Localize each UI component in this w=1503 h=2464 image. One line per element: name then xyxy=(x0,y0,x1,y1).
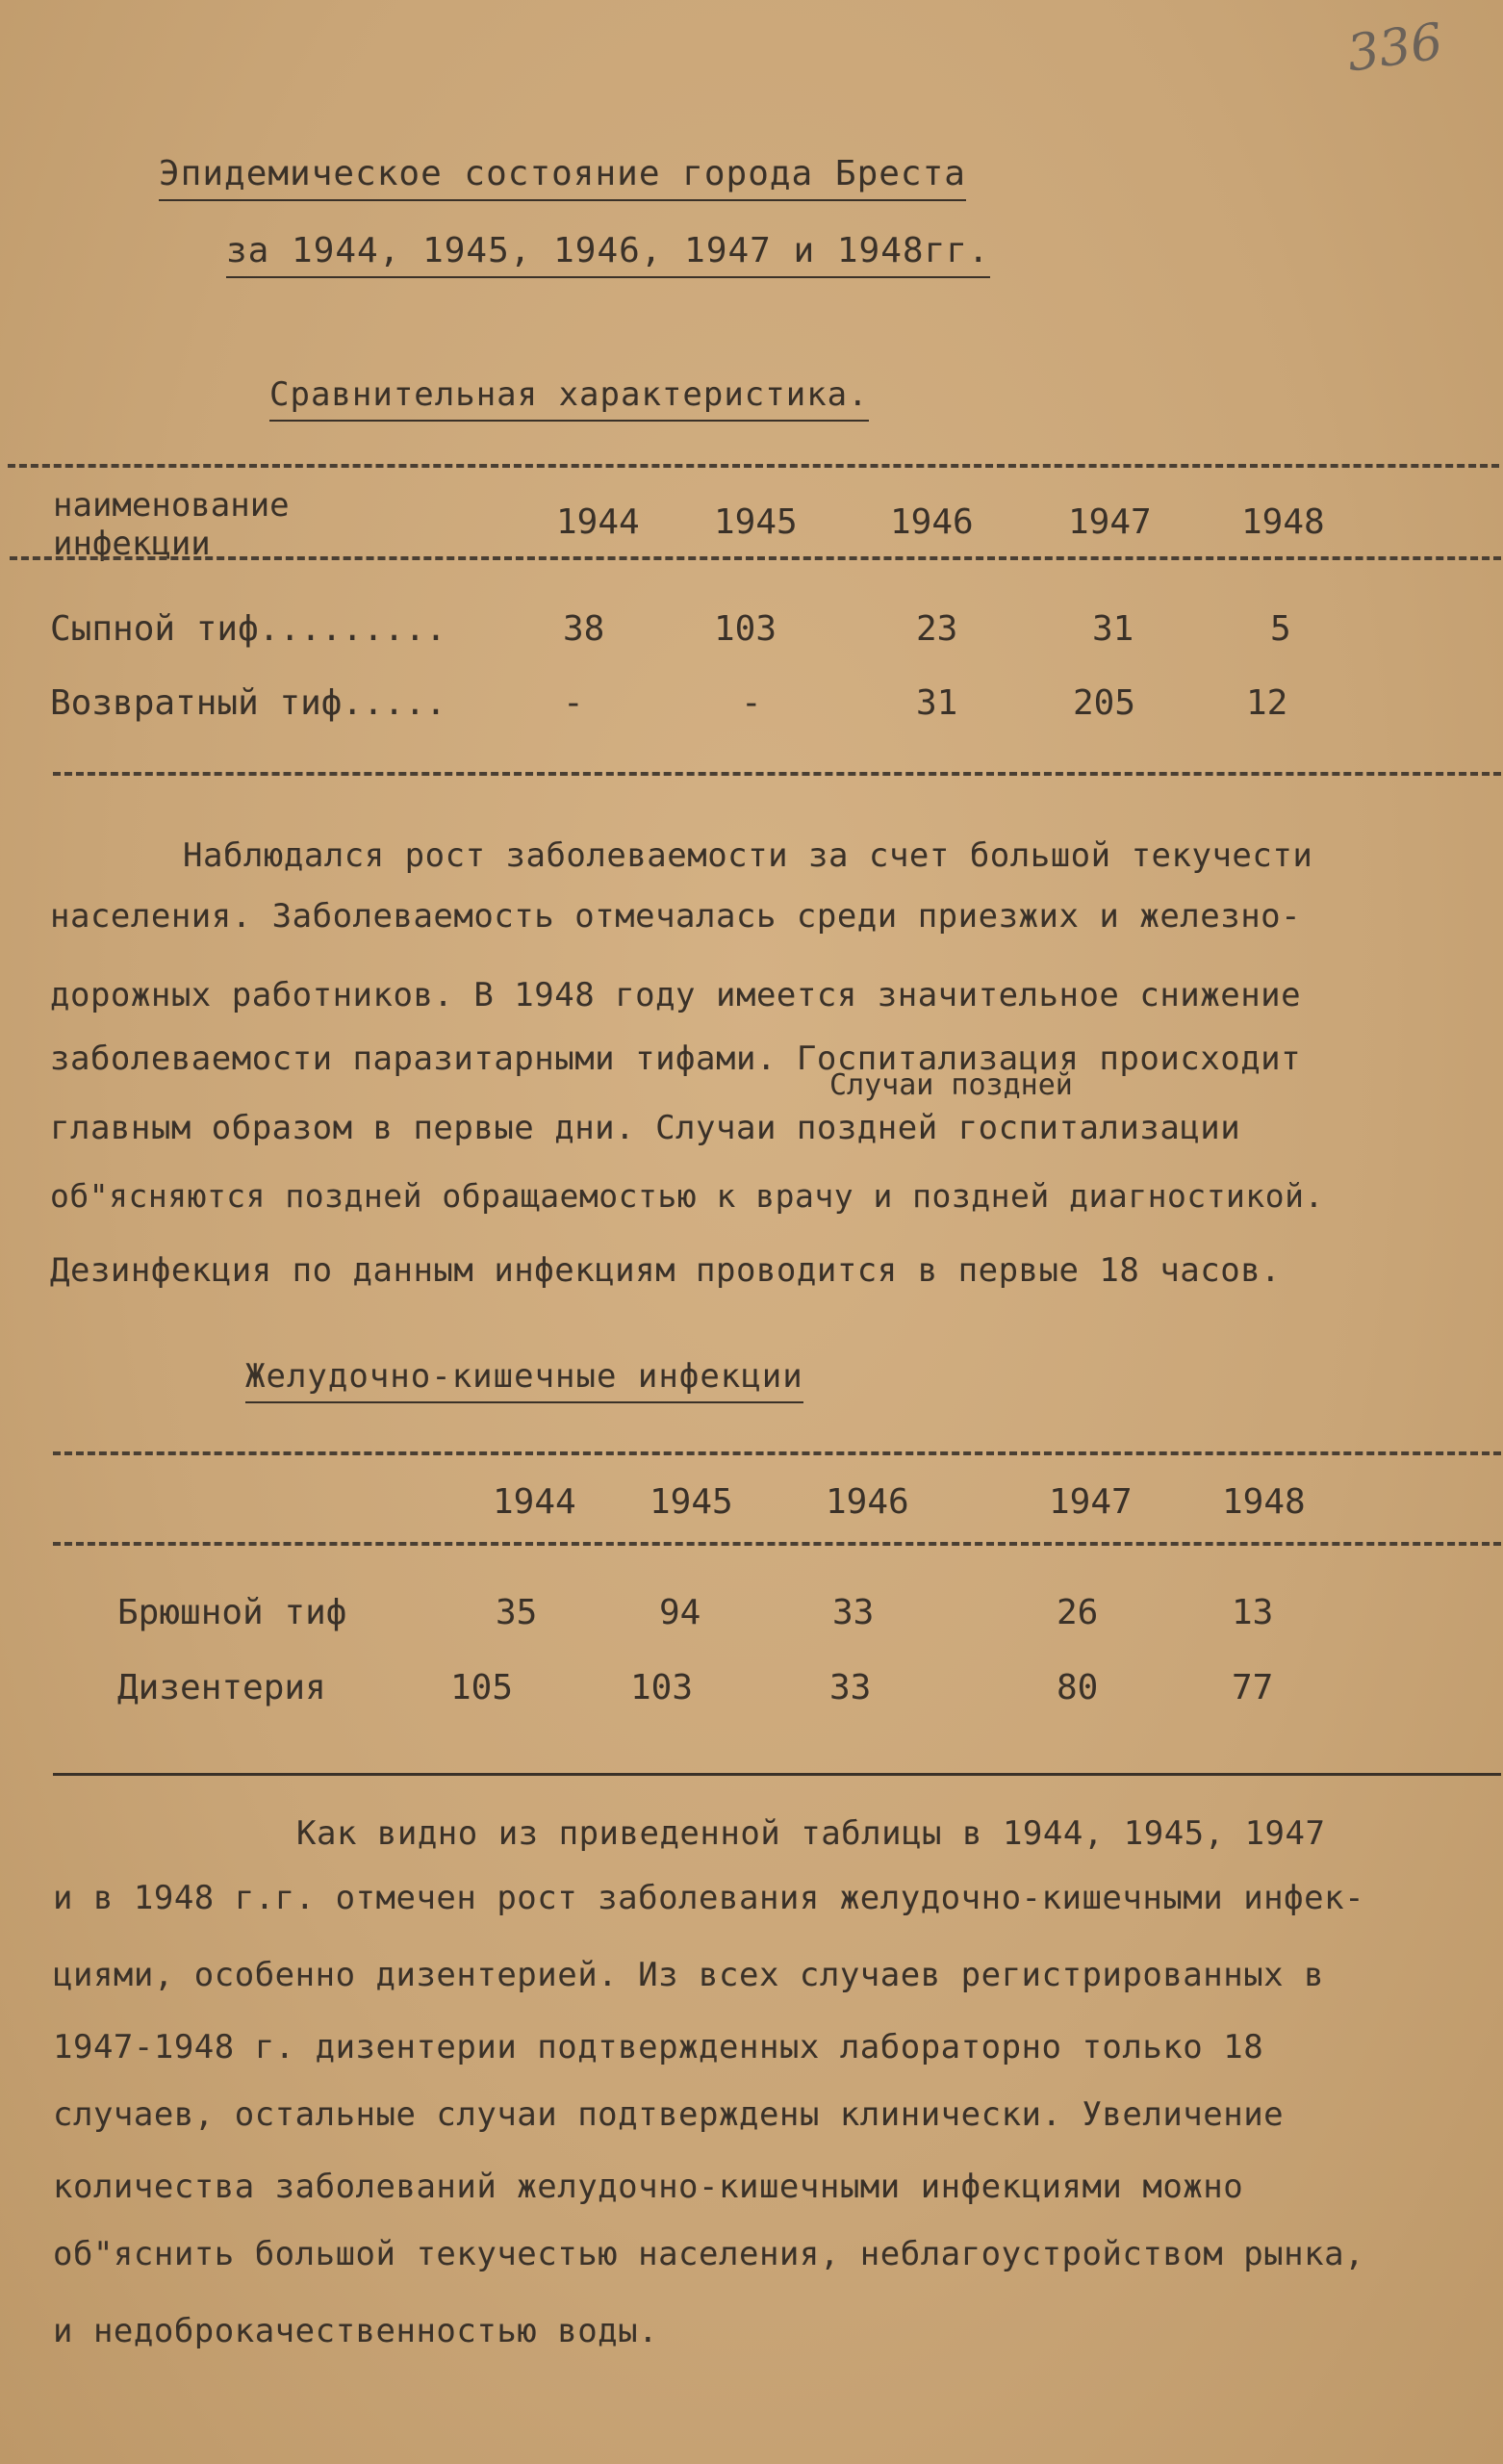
table2-year-1946: 1946 xyxy=(826,1482,909,1522)
para1-line-3: дорожных работников. В 1948 году имеется значительное снижение xyxy=(50,976,1302,1014)
table1-bottom-rule xyxy=(53,772,1501,776)
table1-header-label-1: наименование xyxy=(53,486,290,525)
section1-heading: Сравнительная характеристика. xyxy=(269,375,869,414)
table2-row2-v1944: 105 xyxy=(450,1668,514,1707)
para2-line-8: и недоброкачественностью воды. xyxy=(53,2312,659,2350)
para1-line-4: заболеваемости паразитарными тифами. Госпитализация происходит xyxy=(50,1040,1302,1078)
para1-line-7: Дезинфекция по данным инфекциям проводится в первые 18 часов. xyxy=(50,1251,1282,1290)
table1-row2-v1947: 205 xyxy=(1073,683,1136,723)
table2-bottom-rule xyxy=(53,1773,1501,1776)
table1-row2-v1945: - xyxy=(741,683,762,723)
table1-header-label-2: инфекции xyxy=(53,525,211,563)
table1-row1-name: Сыпной тиф......... xyxy=(50,609,446,649)
table2-row1-name: Брюшной тиф xyxy=(117,1593,347,1632)
table2-header-rule xyxy=(53,1542,1501,1546)
table1-row2-v1948: 12 xyxy=(1246,683,1288,723)
table1-year-1944: 1944 xyxy=(556,502,640,542)
section2-heading: Желудочно-кишечные инфекции xyxy=(245,1357,803,1396)
table2-row1-v1947: 26 xyxy=(1057,1593,1099,1632)
table2-year-1948: 1948 xyxy=(1222,1482,1306,1522)
para2-line-5: случаев, остальные случаи подтверждены клинически. Увеличение xyxy=(53,2095,1285,2134)
table1-row1-v1948: 5 xyxy=(1270,609,1291,649)
para1-line-1: Наблюдался рост заболеваемости за счет большой текучести xyxy=(183,836,1313,875)
page-number: 336 xyxy=(1343,13,1446,84)
para1-line-5: главным образом в первые дни. Случаи поздней госпитализации xyxy=(50,1109,1241,1147)
table2-row2-v1948: 77 xyxy=(1232,1668,1274,1707)
table1-row2-name: Возвратный тиф..... xyxy=(50,683,446,723)
table1-row2-v1946: 31 xyxy=(916,683,958,723)
table2-year-1947: 1947 xyxy=(1049,1482,1133,1522)
table2-top-rule xyxy=(53,1451,1501,1455)
table1-row1-v1944: 38 xyxy=(563,609,605,649)
table1-row1-v1946: 23 xyxy=(916,609,958,649)
table2-row1-v1948: 13 xyxy=(1232,1593,1274,1632)
table1-top-rule xyxy=(8,464,1499,468)
title-line-2: за 1944, 1945, 1946, 1947 и 1948гг. xyxy=(226,231,990,270)
table1-row2-v1944: - xyxy=(563,683,584,723)
para2-line-3: циями, особенно дизентерией. Из всех случаев регистрированных в xyxy=(53,1956,1325,1994)
table2-row2-v1945: 103 xyxy=(630,1668,694,1707)
table1-year-1947: 1947 xyxy=(1068,502,1152,542)
table2-year-1944: 1944 xyxy=(493,1482,576,1522)
interlinear-note: Случаи поздней xyxy=(829,1068,1073,1102)
table1-row1-v1945: 103 xyxy=(714,609,777,649)
para2-line-1: Как видно из приведенной таблицы в 1944, 1945, 1947 xyxy=(296,1814,1326,1853)
table1-header-rule xyxy=(10,556,1501,560)
para2-line-4: 1947-1948 г. дизентерии подтвержденных лабораторно только 18 xyxy=(53,2028,1264,2066)
title-line-1: Эпидемическое состояние города Бреста xyxy=(159,154,966,193)
table1-year-1948: 1948 xyxy=(1241,502,1325,542)
para2-line-7: об"яснить большой текучестью населения, неблагоустройством рынка, xyxy=(53,2235,1365,2273)
para2-line-6: количества заболеваний желудочно-кишечными инфекциями можно xyxy=(53,2168,1244,2206)
table2-year-1945: 1945 xyxy=(650,1482,733,1522)
para1-line-2: населения. Заболеваемость отмечалась среди приезжих и железно- xyxy=(50,897,1302,936)
table2-row1-v1946: 33 xyxy=(832,1593,875,1632)
table2-row2-name: Дизентерия xyxy=(117,1668,326,1707)
para2-line-2: и в 1948 г.г. отмечен рост заболевания желудочно-кишечными инфек- xyxy=(53,1879,1365,1917)
table1-row1-v1947: 31 xyxy=(1092,609,1134,649)
table2-row2-v1947: 80 xyxy=(1057,1668,1099,1707)
table1-year-1945: 1945 xyxy=(714,502,798,542)
para1-line-6: об"ясняются поздней обращаемостью к врачу и поздней диагностикой. xyxy=(50,1177,1324,1215)
table2-row1-v1944: 35 xyxy=(496,1593,538,1632)
table2-row1-v1945: 94 xyxy=(659,1593,701,1632)
table2-row2-v1946: 33 xyxy=(829,1668,872,1707)
table1-year-1946: 1946 xyxy=(890,502,974,542)
